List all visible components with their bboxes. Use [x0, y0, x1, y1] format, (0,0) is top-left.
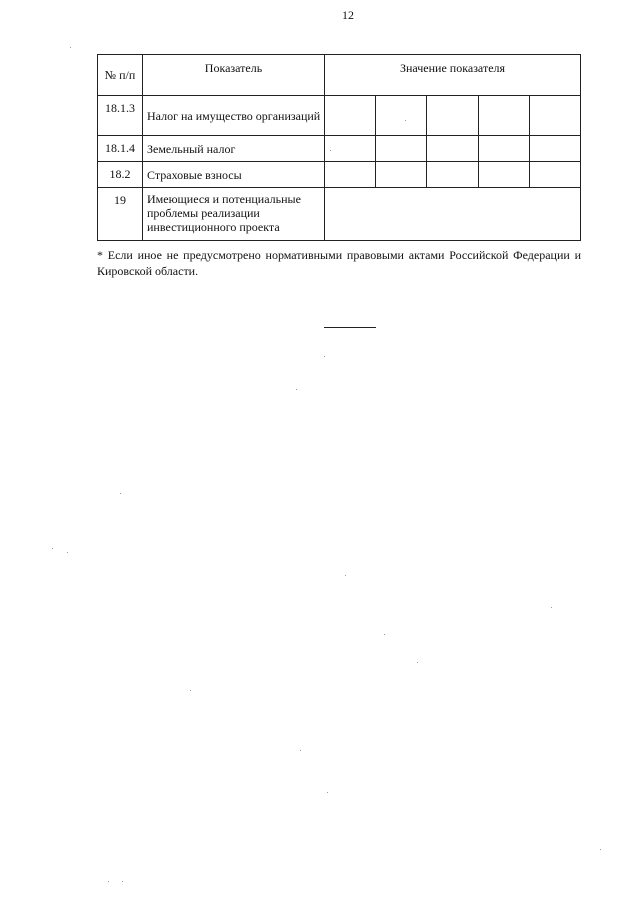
scan-speck	[120, 493, 121, 494]
row-indicator: Имеющиеся и потенциальные проблемы реализации инвестиционного проекта	[143, 188, 325, 241]
scan-speck	[327, 792, 328, 793]
row-number: 18.2	[98, 162, 143, 188]
scan-speck	[405, 120, 406, 121]
scan-speck	[108, 881, 109, 882]
scan-speck	[384, 634, 385, 635]
scan-speck	[122, 881, 123, 882]
table-row	[98, 188, 581, 241]
value-cell	[325, 96, 376, 136]
value-cell	[325, 136, 376, 162]
table-row	[98, 136, 581, 162]
page-number: 12	[342, 8, 354, 22]
end-rule	[324, 327, 376, 328]
value-cell	[479, 136, 530, 162]
row-number: 18.1.3	[98, 96, 143, 136]
header-number: № п/п	[98, 55, 143, 96]
scan-speck	[52, 548, 53, 549]
value-cell	[427, 96, 479, 136]
scan-speck	[190, 690, 191, 691]
value-cell	[479, 162, 530, 188]
row-number: 19	[98, 188, 143, 241]
scan-speck	[345, 575, 346, 576]
value-cell	[376, 162, 427, 188]
indicators-table	[97, 54, 581, 241]
value-cell	[376, 96, 427, 136]
row-indicator: Страховые взносы	[143, 162, 325, 188]
scan-speck	[70, 47, 71, 48]
value-cell	[530, 136, 581, 162]
value-cell	[427, 136, 479, 162]
table-header-row	[98, 55, 581, 96]
scan-speck	[600, 849, 601, 850]
value-cell	[530, 162, 581, 188]
footnote: * Если иное не предусмотрено нормативными правовыми актами Российской Федерации и Кировской области.	[97, 248, 581, 278]
value-cell	[530, 96, 581, 136]
row-indicator: Налог на имущество организаций	[143, 96, 325, 136]
row-indicator: Земельный налог	[143, 136, 325, 162]
value-cell	[427, 162, 479, 188]
scan-speck	[551, 607, 552, 608]
header-value: Значение показателя	[325, 55, 581, 96]
value-cell-merged	[325, 188, 581, 241]
scan-speck	[417, 662, 418, 663]
scan-speck	[330, 150, 331, 151]
scan-speck	[296, 389, 297, 390]
header-indicator: Показатель	[143, 55, 325, 96]
scan-speck	[324, 356, 325, 357]
table-row	[98, 96, 581, 136]
value-cell	[325, 162, 376, 188]
value-cell	[376, 136, 427, 162]
row-number: 18.1.4	[98, 136, 143, 162]
value-cell	[479, 96, 530, 136]
scan-speck	[300, 750, 301, 751]
table-row	[98, 162, 581, 188]
scan-speck	[67, 552, 68, 553]
